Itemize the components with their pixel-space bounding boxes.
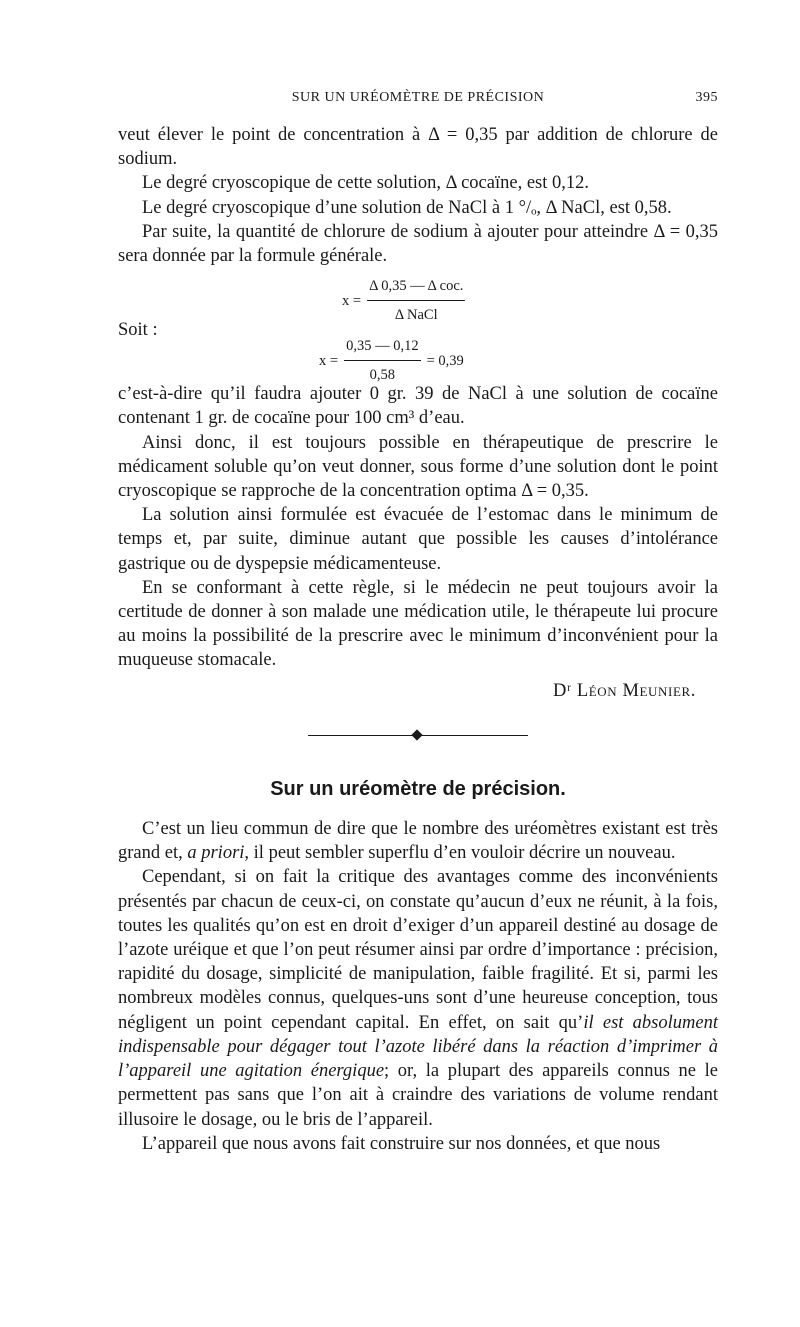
- soit-label: Soit :: [118, 320, 158, 341]
- author-signature: Dʳ Léon Meunier.: [553, 680, 696, 701]
- text-run: ; or, la plupart des appareils connus ne le permettent pas sans que l’on ait à craindre des variations de volume rendant illusoire le dosage, ou le bris de l’appareil.: [118, 1061, 718, 1130]
- paragraph: L’appareil que nous avons fait construire sur nos données, et que nous: [142, 1133, 661, 1154]
- paragraph: En se conformant à cette règle, si le médecin ne peut toujours avoir la certitude de donner à son malade une médication utile, le thérapeute lui procure au moins la possibilité de la prescrire avec le minimum d’inconvénient pour la muqueuse stomacale.: [118, 577, 718, 671]
- formula-lhs: x =: [319, 352, 339, 369]
- numerator: Δ 0,35 — Δ coc.: [367, 274, 465, 301]
- paragraph: Par suite, la quantité de chlorure de sodium à ajouter pour atteindre Δ = 0,35 sera donnée par la formule générale.: [118, 221, 718, 267]
- paragraph: Le degré cryoscopique de cette solution, Δ cocaïne, est 0,12.: [142, 173, 590, 194]
- paragraph: c’est-à-dire qu’il faudra ajouter 0 gr. 39 de NaCl à une solution de cocaïne contenant 1 gr. de cocaïne pour 100 cm³ d’eau.: [118, 384, 718, 429]
- paragraph: Ainsi donc, il est toujours possible en thérapeutique de prescrire le médicament soluble qu’on veut donner, sous forme d’une solution dont le point cryoscopique se rapproche de la concentration optima Δ = 0,35.: [118, 432, 718, 502]
- paragraph: La solution ainsi formulée est évacuée de l’estomac dans le minimum de temps et, par suite, diminue autant que possible les causes d’intolérance gastrique ou de dyspepsie médicamenteuse.: [118, 505, 718, 574]
- paragraph: [118, 865, 718, 1131]
- fraction: [367, 274, 465, 327]
- italic-text: il est absolument indispensable pour dégager tout l’azote libéré dans la réaction d’imprimer à l’appareil une agitation énergique: [118, 1012, 718, 1082]
- fraction: [344, 334, 421, 387]
- section-title: Sur un uréomètre de précision.: [270, 777, 566, 800]
- text-run: , il peut sembler superflu d’en vouloir décrire un nouveau.: [244, 843, 676, 864]
- diamond-icon: [411, 729, 422, 740]
- running-title: SUR UN URÉOMÈTRE DE PRÉCISION: [291, 90, 545, 105]
- text-run: Cependant, si on fait la critique des avantages comme des inconvénients présentés par chacun de ceux-ci, on constate qu’aucun d’eux ne réunit, à la fois, toutes les qualités qu’on est en droit d’exiger d’un appareil destiné au dosage de l’azote uréique et que l’on peut résumer ainsi par ordre d’importance : précision, rapidité du dosage, simplicité de manipulation, faible fragilité. Et si, parmi les nombreux modèles connus, quelques-uns sont d’une heureuse conception, tous négligent un point cependant capital. En effet, on sait qu’: [118, 867, 718, 1033]
- formula-block: [118, 270, 718, 382]
- denominator: Δ NaCl: [394, 307, 438, 324]
- formula-numeric: [319, 334, 464, 387]
- paragraph: Le degré cryoscopique d’une solution de NaCl à 1 °/ₒ, Δ NaCl, est 0,58.: [142, 197, 672, 218]
- numerator: 0,35 — 0,12: [344, 334, 421, 361]
- running-header: [118, 90, 718, 112]
- formula-result: = 0,39: [426, 352, 464, 369]
- page-body: [118, 123, 718, 1156]
- section-divider: [118, 719, 718, 753]
- paragraph: [118, 817, 718, 865]
- page-number: 395: [695, 90, 718, 105]
- formula-general: [342, 274, 471, 327]
- paragraph: veut élever le point de concentration à Δ = 0,35 par addition de chlorure de sodium.: [118, 125, 718, 170]
- italic-text: a priori: [187, 843, 245, 864]
- denominator: 0,58: [369, 367, 395, 384]
- text-run: C’est un lieu commun de dire que le nombre des uréomètres existant est très grand et,: [118, 819, 718, 864]
- formula-lhs: x =: [342, 292, 362, 309]
